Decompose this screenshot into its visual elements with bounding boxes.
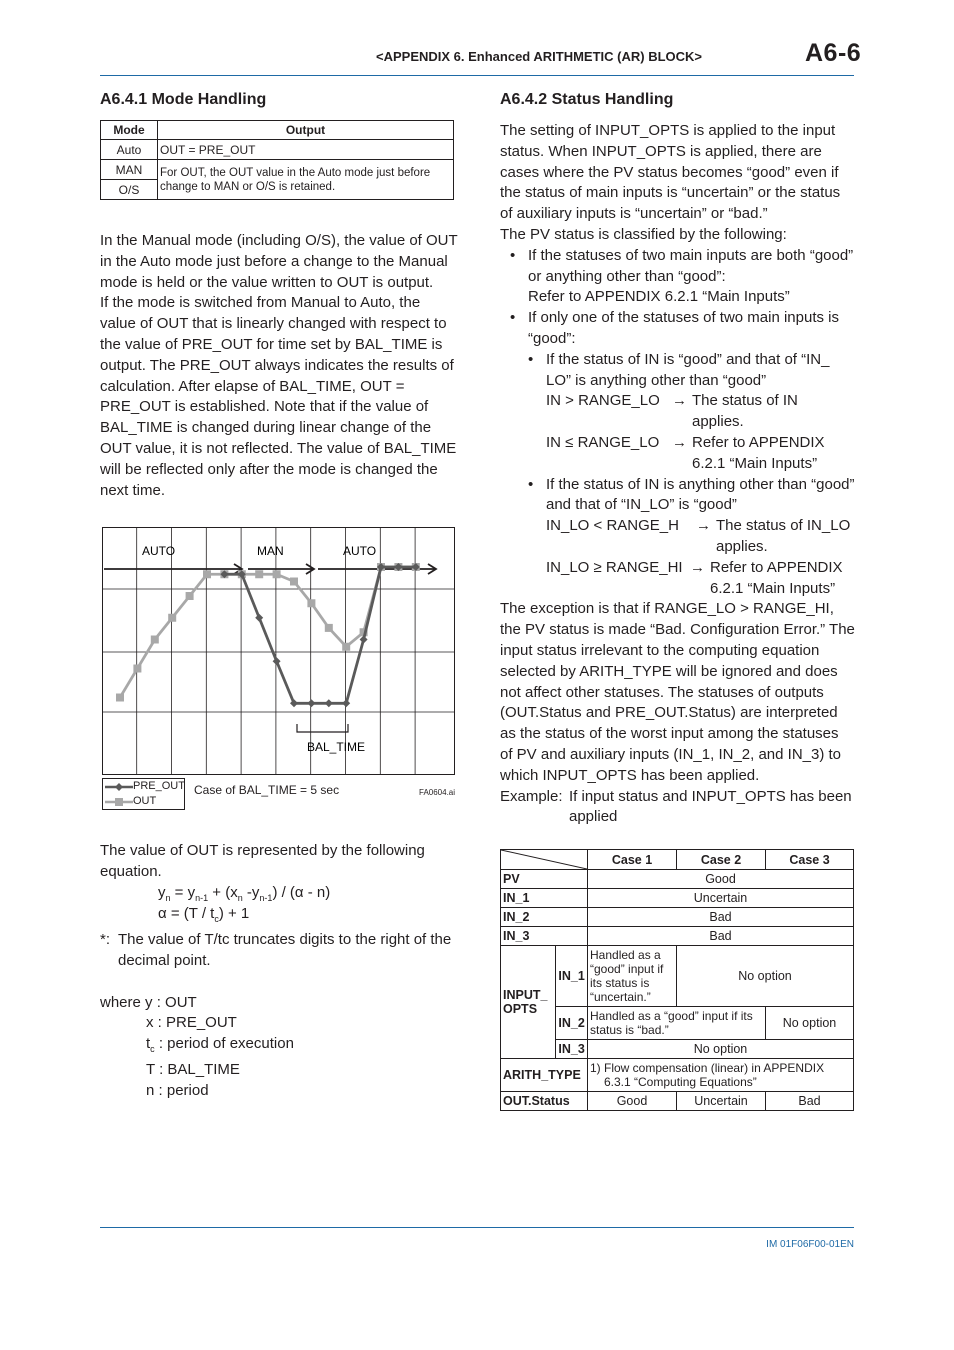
data-point-pre-out bbox=[325, 624, 333, 632]
row-label-out-status: OUT.Status bbox=[501, 1092, 588, 1111]
series-line-out bbox=[224, 567, 415, 703]
equation-intro: The value of OUT is represented by the following equation. bbox=[100, 842, 425, 880]
label-bal-time: BAL_TIME bbox=[307, 740, 366, 754]
data-point-out bbox=[342, 699, 350, 707]
status-table bbox=[500, 849, 854, 1111]
example-line: Example: If input status and INPUT_OPTS has been applied bbox=[500, 787, 852, 826]
label-auto-2: AUTO bbox=[343, 544, 377, 558]
input-opts-in2: IN_2 bbox=[556, 1007, 588, 1040]
sub-bullet-item: • If the status of IN is “good” and that of “IN_ LO” is anything other than “good” bbox=[500, 350, 855, 392]
case-2-header: Case 2 bbox=[677, 850, 766, 870]
chart-legend bbox=[102, 778, 185, 810]
paragraph: The setting of INPUT_OPTS is applied to the input status. When INPUT_OPTS is applied, there are cases where the PV status becomes “good” even if the status of main inputs is “uncertain” or the status of auxiliary inputs is “uncertain” or “bad.” bbox=[500, 122, 841, 223]
where-line: n : period bbox=[146, 1081, 209, 1099]
out-status-case1: Good bbox=[588, 1092, 677, 1111]
condition-row: IN_LO ≥ RANGE_HI → Refer to APPENDIX 6.2.1 “Main Inputs” bbox=[546, 558, 843, 597]
output-cell: OUT = PRE_OUT bbox=[158, 140, 454, 160]
data-point-pre-out bbox=[273, 570, 281, 578]
bullet-ref: Refer to APPENDIX 6.2.1 “Main Inputs” bbox=[528, 288, 790, 306]
input-opts-in2-case12: Handled as a “good” input if its status is “bad.” bbox=[588, 1007, 766, 1040]
in2-value: Bad bbox=[588, 908, 854, 927]
document-id: IM 01F06F00-01EN bbox=[766, 1239, 854, 1250]
pv-value: Good bbox=[588, 870, 854, 889]
footer-rule bbox=[100, 1227, 854, 1228]
data-point-out bbox=[290, 699, 298, 707]
data-point-pre-out bbox=[116, 694, 124, 702]
case-1-header: Case 1 bbox=[588, 850, 677, 870]
series-line-pre-out bbox=[120, 567, 416, 698]
output-col-header: Output bbox=[158, 121, 454, 140]
label-auto-1: AUTO bbox=[142, 544, 176, 558]
mode-cell: MAN bbox=[101, 160, 158, 180]
mode-transition-chart bbox=[102, 527, 455, 775]
data-point-pre-out bbox=[203, 570, 211, 578]
running-header: <APPENDIX 6. Enhanced ARITHMETIC (AR) BLOCK> bbox=[376, 49, 702, 64]
mode-table bbox=[100, 120, 454, 200]
mode-cell: Auto bbox=[101, 140, 158, 160]
paragraph: In the Manual mode (including O/S), the value of OUT in the Auto mode just before a change to the Manual mode is held or the value written to OUT is output. bbox=[100, 232, 458, 291]
row-label-in2: IN_2 bbox=[501, 908, 588, 927]
paragraph: If the mode is switched from Manual to Auto, the value of OUT that is linearly changed with respect to the value of PRE_OUT for time set by BAL_TIME is output. The PRE_OUT always indicates the results of calculation. After elapse of BAL_TIME, OUT = PRE_OUT is established. Note that if the value of BAL_TIME is changed during linear change of the OUT value, it is not reflected. The value of BAL_TIME will be reflected only after the mode is changed the next time. bbox=[100, 294, 457, 499]
out-status-case2: Uncertain bbox=[677, 1092, 766, 1111]
equation-section bbox=[100, 841, 460, 1102]
legend-label-pre-out: PRE_OUT bbox=[133, 780, 185, 792]
where-line: $t_c$ : period of execution bbox=[146, 1035, 294, 1055]
condition-row: IN > RANGE_LO → The status of IN applies. bbox=[546, 392, 798, 431]
where-line: T : BAL_TIME bbox=[146, 1060, 240, 1078]
case-3-header: Case 3 bbox=[766, 850, 854, 870]
series-layer bbox=[116, 563, 420, 707]
input-opts-in1-case1: Handled as a “good” input if its status is “uncertain.” bbox=[588, 946, 677, 1007]
data-point-out bbox=[325, 699, 333, 707]
chart-caption: Case of BAL_TIME = 5 sec bbox=[194, 783, 340, 797]
pre-out-marker-icon bbox=[115, 798, 123, 806]
page-number: A6-6 bbox=[805, 39, 862, 67]
input-opts-in1: IN_1 bbox=[556, 946, 588, 1007]
data-point-out bbox=[360, 636, 368, 644]
sub-bullet-item: • If the status of IN is anything other than “good” and that of “IN_LO” is “good” bbox=[500, 475, 855, 517]
arith-type-value: 1) Flow compensation (linear) in APPENDIX 6.3.1 “Computing Equations” bbox=[588, 1059, 854, 1092]
data-point-pre-out bbox=[307, 599, 315, 607]
chart-file-id: FA0604.ai bbox=[419, 788, 456, 797]
section-heading-mode: A6.4.1 Mode Handling bbox=[100, 91, 267, 108]
where-line: where y : OUT bbox=[100, 993, 197, 1011]
output-cell: For OUT, the OUT value in the Auto mode just before change to MAN or O/S is retained. bbox=[158, 160, 454, 200]
data-point-pre-out bbox=[342, 643, 350, 651]
mode-text bbox=[100, 231, 460, 501]
condition-row: IN_LO < RANGE_H → The status of IN_LO applies. bbox=[546, 517, 851, 555]
mode-col-header: Mode bbox=[101, 121, 158, 140]
paragraph: The PV status is classified by the following: bbox=[500, 225, 787, 243]
diagonal-corner-cell bbox=[501, 850, 588, 870]
bal-time-bracket bbox=[297, 724, 348, 732]
footnote: *: The value of T/tc truncates digits to the right of the decimal point. bbox=[100, 931, 452, 969]
mode-cell: O/S bbox=[101, 180, 158, 200]
status-text bbox=[500, 121, 855, 828]
data-point-pre-out bbox=[290, 578, 298, 586]
row-label-input-opts: INPUT_ OPTS bbox=[501, 946, 556, 1059]
where-line: x : PRE_OUT bbox=[146, 1014, 237, 1032]
equation-2: $\alpha = (T / t_c) + 1$ bbox=[158, 905, 250, 925]
row-label-in1: IN_1 bbox=[501, 889, 588, 908]
row-label-in3: IN_3 bbox=[501, 927, 588, 946]
data-point-pre-out bbox=[168, 614, 176, 622]
label-man: MAN bbox=[257, 544, 284, 558]
data-point-pre-out bbox=[255, 570, 263, 578]
section-heading-status: A6.4.2 Status Handling bbox=[500, 91, 674, 108]
legend-label-out: OUT bbox=[133, 795, 157, 807]
header-rule bbox=[100, 75, 854, 76]
input-opts-in3-value: No option bbox=[588, 1040, 854, 1059]
input-opts-in2-case3: No option bbox=[766, 1007, 854, 1040]
data-point-out bbox=[273, 657, 281, 665]
data-point-pre-out bbox=[151, 636, 159, 644]
bullet-item: • If the statuses of two main inputs are both “good” or anything other than “good”: bbox=[500, 246, 855, 288]
bullet-item: • If only one of the statuses of two main inputs is “good”: bbox=[500, 308, 855, 350]
input-opts-in3: IN_3 bbox=[556, 1040, 588, 1059]
condition-row: IN ≤ RANGE_LO → Refer to APPENDIX 6.2.1 “Main Inputs” bbox=[546, 433, 825, 472]
data-point-pre-out bbox=[186, 592, 194, 600]
out-status-case3: Bad bbox=[766, 1092, 854, 1111]
in1-value: Uncertain bbox=[588, 889, 854, 908]
row-label-pv: PV bbox=[501, 870, 588, 889]
data-point-out bbox=[307, 699, 315, 707]
in3-value: Bad bbox=[588, 927, 854, 946]
paragraph: The exception is that if RANGE_LO > RANGE_HI, the PV status is made “Bad. Configuration Error.” The input status irrelevant to the computing equation selected by ARITH_TYPE will be ignored and does not affect other statuses. The statuses of outputs (OUT.Status and PRE_OUT.Status) are interpreted as the status of the worst input among the statuses of PV and auxiliary inputs (IN_1, IN_2, and IN_3) to which INPUT_OPTS has been applied. bbox=[500, 600, 855, 784]
data-point-out bbox=[255, 614, 263, 622]
out-marker-icon bbox=[115, 783, 123, 791]
row-label-arith-type: ARITH_TYPE bbox=[501, 1059, 588, 1092]
equation-1: $y_n = y_{n-1} + (x_n$ $-y_{n-1}) / (\alpha - n)$ bbox=[158, 883, 331, 903]
input-opts-in1-rest: No option bbox=[677, 946, 854, 1007]
data-point-pre-out bbox=[133, 665, 141, 673]
